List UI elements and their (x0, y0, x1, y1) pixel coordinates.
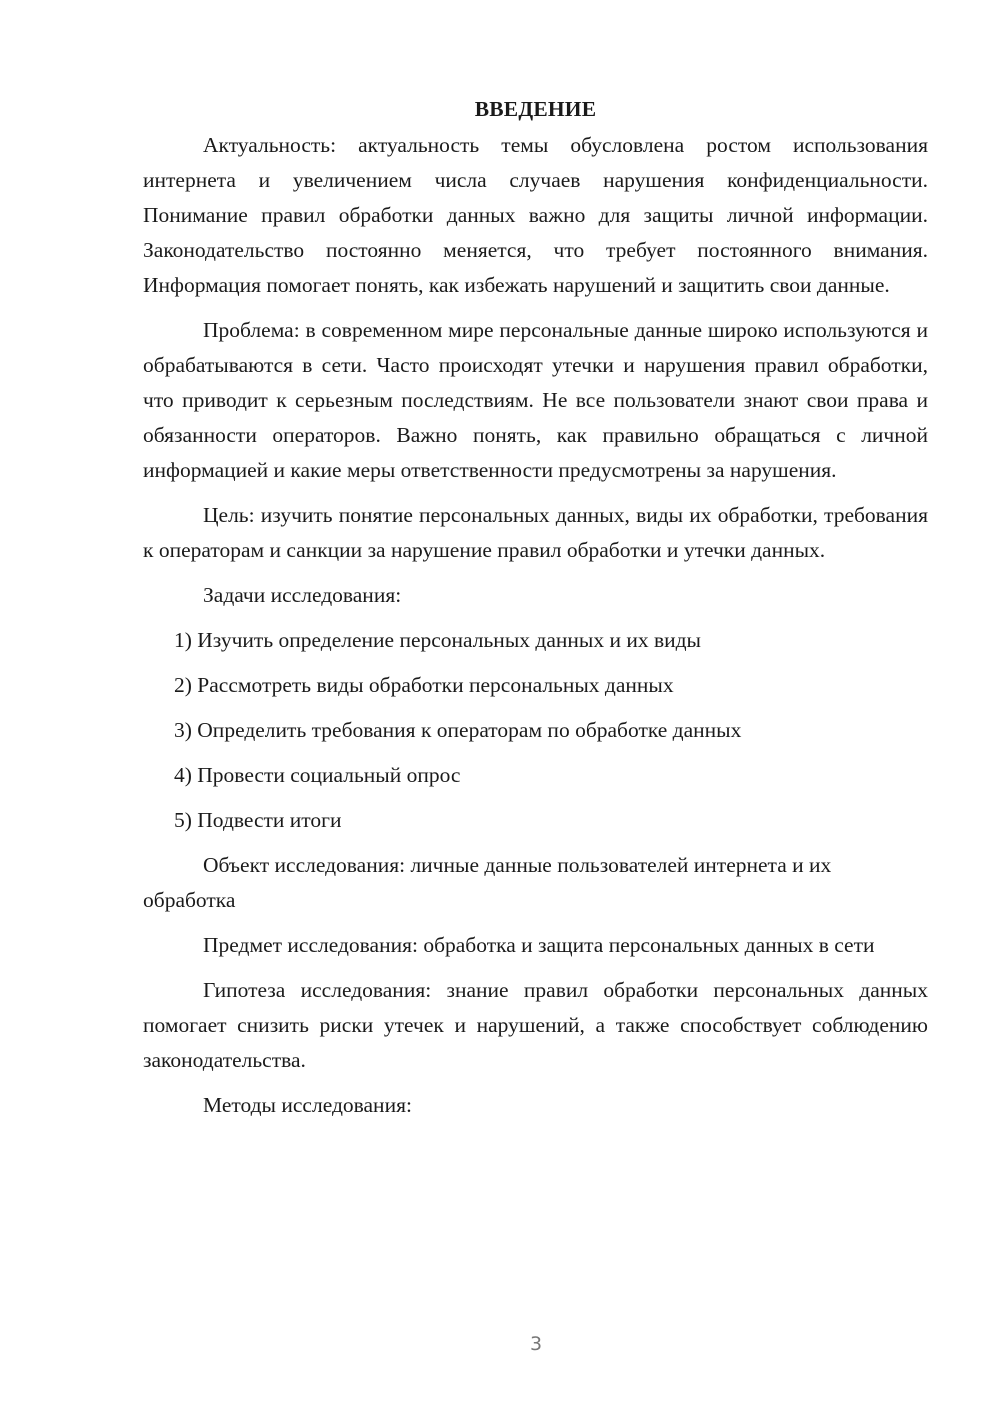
paragraph-subject: Предмет исследования: обработка и защита персональных данных в сети (203, 933, 875, 957)
task-item: 2) Рассмотреть виды обработки персональных данных (174, 673, 674, 697)
paragraph-object: Объект исследования: личные данные пользователей интернета и их обработка (143, 853, 832, 912)
page-content (143, 92, 928, 1133)
task-item: 5) Подвести итоги (174, 808, 342, 832)
paragraph-hypothesis: Гипотеза исследования: знание правил обработки персональных данных помогает снизить риски утечек и нарушений, а также способствует соблюдению законодательства. (143, 978, 928, 1072)
tasks-label: Задачи исследования: (203, 583, 402, 607)
task-item: 4) Провести социальный опрос (174, 763, 461, 787)
task-item: 1) Изучить определение персональных данных и их виды (174, 628, 702, 652)
paragraph-problem: Проблема: в современном мире персональные данные широко используются и обрабатываются в сети. Часто происходят утечки и нарушения правил обработки, что приводит к серьезным последствиям. Не все пользователи знают свои права и обязанности операторов. Важно понять, как правильно обращаться с личной информацией и какие меры ответственности предусмотрены за нарушения. (143, 318, 928, 482)
paragraph-goal: Цель: изучить понятие персональных данных, виды их обработки, требования к операторам и санкции за нарушение правил обработки и утечки данных. (143, 503, 928, 562)
methods-label: Методы исследования: (203, 1093, 412, 1117)
task-list (143, 623, 928, 838)
section-heading: ВВЕДЕНИЕ (474, 97, 597, 121)
page-number: 3 (529, 1333, 543, 1355)
task-item: 3) Определить требования к операторам по обработке данных (174, 718, 742, 742)
paragraph-relevance: Актуальность: актуальность темы обусловлена ростом использования интернета и увеличением числа случаев нарушения конфиденциальности. Понимание правил обработки данных важно для защиты личной информации. Законодательство постоянно меняется, что требует постоянного внимания. Информация помогает понять, как избежать нарушений и защитить свои данные. (143, 133, 928, 297)
